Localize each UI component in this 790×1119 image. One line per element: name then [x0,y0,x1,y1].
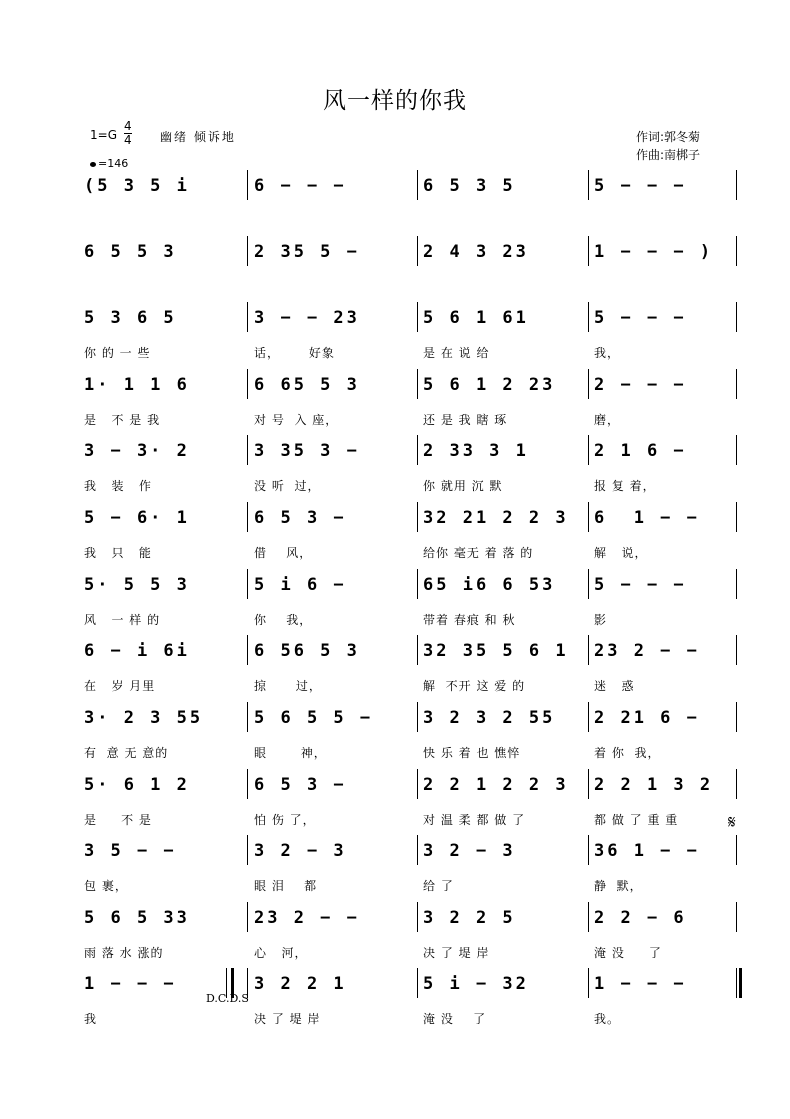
bar-line [417,968,418,998]
measure-notes: 3 − 3· 2 [84,441,190,461]
measure-notes: 3 35 3 − [254,441,360,461]
bar-line [417,302,418,332]
measure-lyrics: 雨 落 水 涨的 [84,946,164,960]
page-title: 风一样的你我 [323,88,467,114]
bar-line [736,369,737,399]
key-signature: 1=G [90,128,117,142]
score-row [0,300,790,368]
measure-notes: 5· 6 1 2 [84,775,190,795]
tempo-value: =146 [98,157,129,170]
bar-line [417,835,418,865]
measure-notes: 5 6 5 33 [84,908,190,928]
final-bar-line [739,968,742,998]
measure-lyrics: 心 河， [254,946,308,960]
measure-lyrics: 给 了 [423,879,454,893]
score-row [0,168,790,236]
measure-notes: 5 − − − [594,308,687,328]
measure-lyrics: 眼 神， [254,746,327,760]
measure-lyrics: 给你 毫无 着 落 的 [423,546,534,560]
measure-lyrics: 淹 没 了 [594,946,662,960]
bar-line [736,902,737,932]
measure-notes: 5 − 6· 1 [84,508,190,528]
score-row [0,500,790,568]
measure-notes: 5 6 5 5 − [254,708,374,728]
dcs-marking: D.C.D.S [206,992,249,1005]
measure-lyrics: 在 岁 月里 [84,679,156,693]
bar-line [736,502,737,532]
measure-lyrics: 你 就用 沉 默 [423,479,503,493]
bar-line [247,236,248,266]
bar-line [247,769,248,799]
measure-lyrics: 是 不 是 我 [84,413,161,427]
measure-notes: 6 65 5 3 [254,375,360,395]
bar-line [588,702,589,732]
measure-lyrics: 解 说， [594,546,648,560]
bar-line [736,702,737,732]
measure-notes: 3· 2 3 55 [84,708,204,728]
bar-line [588,236,589,266]
score-row [0,234,790,302]
measure-lyrics: 有 意 无 意的 [84,746,169,760]
measure-notes: 2 35 5 − [254,242,360,262]
measure-lyrics: 没 听 过， [254,479,321,493]
bar-line [247,702,248,732]
measure-lyrics: 你 我， [254,613,313,627]
measure-notes: 2 2 1 3 2 [594,775,714,795]
measure-lyrics: 是 在 说 给 [423,346,490,360]
measure-notes: 23 2 − − [254,908,360,928]
measure-notes: 3 2 − 3 [254,841,347,861]
measure-notes: 3 2 2 5 [423,908,516,928]
measure-notes: 2 4 3 23 [423,242,529,262]
measure-notes: 5 i − 32 [423,974,529,994]
measure-notes: 3 2 2 1 [254,974,347,994]
bar-line [588,569,589,599]
measure-lyrics: 眼 泪 都 [254,879,318,893]
bar-line [736,569,737,599]
bar-line [417,702,418,732]
measure-notes: 5· 5 5 3 [84,575,190,595]
measure-notes: 3 2 − 3 [423,841,516,861]
measure-notes: 2 2 − 6 [594,908,687,928]
measure-lyrics: 我， [594,346,621,360]
measure-lyrics: 迷 惑 [594,679,635,693]
expression-mark: 幽绪 倾诉地 [160,130,236,144]
bar-line [736,835,737,865]
measure-lyrics: 静 默， [594,879,643,893]
measure-lyrics: 风 一 样 的 [84,613,161,627]
bar-line [417,635,418,665]
measure-notes: 1 − − − ) [594,242,714,262]
bar-line [736,968,737,998]
bar-line [417,236,418,266]
score-row [0,900,790,968]
bar-line [247,302,248,332]
measure-notes: 2 1 6 − [594,441,687,461]
measure-notes: 2 21 6 − [594,708,700,728]
measure-notes: 6 5 3 − [254,508,347,528]
measure-notes: 36 1 − − [594,841,700,861]
measure-lyrics: 我 装 作 [84,479,152,493]
bar-line [247,502,248,532]
composer-credit: 作曲:南梆子 [636,148,701,162]
measure-lyrics: 我 [84,1012,98,1026]
bar-line [588,502,589,532]
measure-notes: 2 2 1 2 2 3 [423,775,569,795]
bar-line [417,769,418,799]
measure-notes: 32 35 5 6 1 [423,641,569,661]
score-row [0,700,790,768]
bar-line [736,769,737,799]
bar-line [736,236,737,266]
bar-line [588,369,589,399]
measure-notes: 6 5 5 3 [84,242,177,262]
bar-line [588,635,589,665]
measure-lyrics: 我。 [594,1012,621,1026]
measure-notes: 6 1 − − [594,508,700,528]
measure-lyrics: 磨， [594,413,621,427]
measure-lyrics: 对 号 入 座， [254,413,339,427]
bar-line [588,835,589,865]
measure-lyrics: 决 了 堤 岸 [423,946,490,960]
measure-notes: 2 − − − [594,375,687,395]
measure-notes: 23 2 − − [594,641,700,661]
measure-notes: 6 − i 6i [84,641,190,661]
measure-lyrics: 报 复 着， [594,479,656,493]
score-row [0,767,790,835]
bar-line [247,170,248,200]
measure-lyrics: 都 做 了 重 重 [594,813,679,827]
measure-notes: 2 33 3 1 [423,441,529,461]
bar-line [417,902,418,932]
measure-lyrics: 决 了 堤 岸 [254,1012,321,1026]
measure-notes: 5 − − − [594,575,687,595]
bar-line [588,902,589,932]
bar-line [588,170,589,200]
measure-notes: (5 3 5 i [84,176,190,196]
bar-line [736,435,737,465]
quarter-note-icon [90,162,96,167]
measure-notes: 3 − − 23 [254,308,360,328]
measure-lyrics: 话， 好象 [254,346,335,360]
measure-notes: 65 i6 6 53 [423,575,556,595]
bar-line [588,435,589,465]
measure-notes: 5 − − − [594,176,687,196]
measure-notes: 5 3 6 5 [84,308,177,328]
bar-line [247,369,248,399]
measure-notes: 6 5 3 5 [423,176,516,196]
measure-lyrics: 影 [594,613,608,627]
measure-lyrics: 借 风， [254,546,313,560]
lyricist-credit: 作词:郭冬菊 [636,130,701,144]
bar-line [417,435,418,465]
measure-lyrics: 淹 没 了 [423,1012,487,1026]
bar-line [736,635,737,665]
bar-line [588,968,589,998]
measure-lyrics: 我 只 能 [84,546,152,560]
score-row [0,567,790,635]
measure-lyrics: 快 乐 着 也 憔悴 [423,746,521,760]
bar-line [247,835,248,865]
measure-notes: 1· 1 1 6 [84,375,190,395]
score-row [0,433,790,501]
measure-lyrics: 你 的 一 些 [84,346,151,360]
measure-notes: 32 21 2 2 3 [423,508,569,528]
measure-lyrics: 着 你 我， [594,746,661,760]
measure-notes: 5 6 1 61 [423,308,529,328]
score-row [0,633,790,701]
measure-notes: 1 − − − [594,974,687,994]
bar-line [417,569,418,599]
bar-line [247,902,248,932]
measure-notes: 6 5 3 − [254,775,347,795]
measure-lyrics: 怕 伤 了， [254,813,316,827]
measure-notes: 3 2 3 2 55 [423,708,556,728]
measure-notes: 5 i 6 − [254,575,347,595]
bar-line [417,170,418,200]
bar-line [736,170,737,200]
bar-line [417,502,418,532]
meter-numerator: 4 [124,119,132,133]
measure-lyrics: 带着 春痕 和 秋 [423,613,516,627]
measure-notes: 3 5 − − [84,841,177,861]
measure-notes: 1 − − − [84,974,177,994]
measure-notes: 6 56 5 3 [254,641,360,661]
measure-lyrics: 包 裹， [84,879,128,893]
measure-lyrics: 解 不开 这 爱 的 [423,679,526,693]
measure-lyrics: 还 是 我 瞎 琢 [423,413,508,427]
meter-denominator: 4 [124,133,132,147]
segno-icon: 𝄋 [728,812,736,833]
bar-line [247,569,248,599]
score-row [0,833,790,901]
measure-lyrics: 是 不 是 [84,813,152,827]
measure-notes: 6 − − − [254,176,347,196]
bar-line [247,635,248,665]
score-row [0,367,790,435]
bar-line [736,302,737,332]
bar-line [247,435,248,465]
time-signature [124,120,132,147]
bar-line [417,369,418,399]
bar-line [588,769,589,799]
measure-notes: 5 6 1 2 23 [423,375,556,395]
measure-lyrics: 对 温 柔 都 做 了 [423,813,526,827]
measure-lyrics: 掠 过， [254,679,322,693]
bar-line [588,302,589,332]
score-row [0,966,790,1034]
